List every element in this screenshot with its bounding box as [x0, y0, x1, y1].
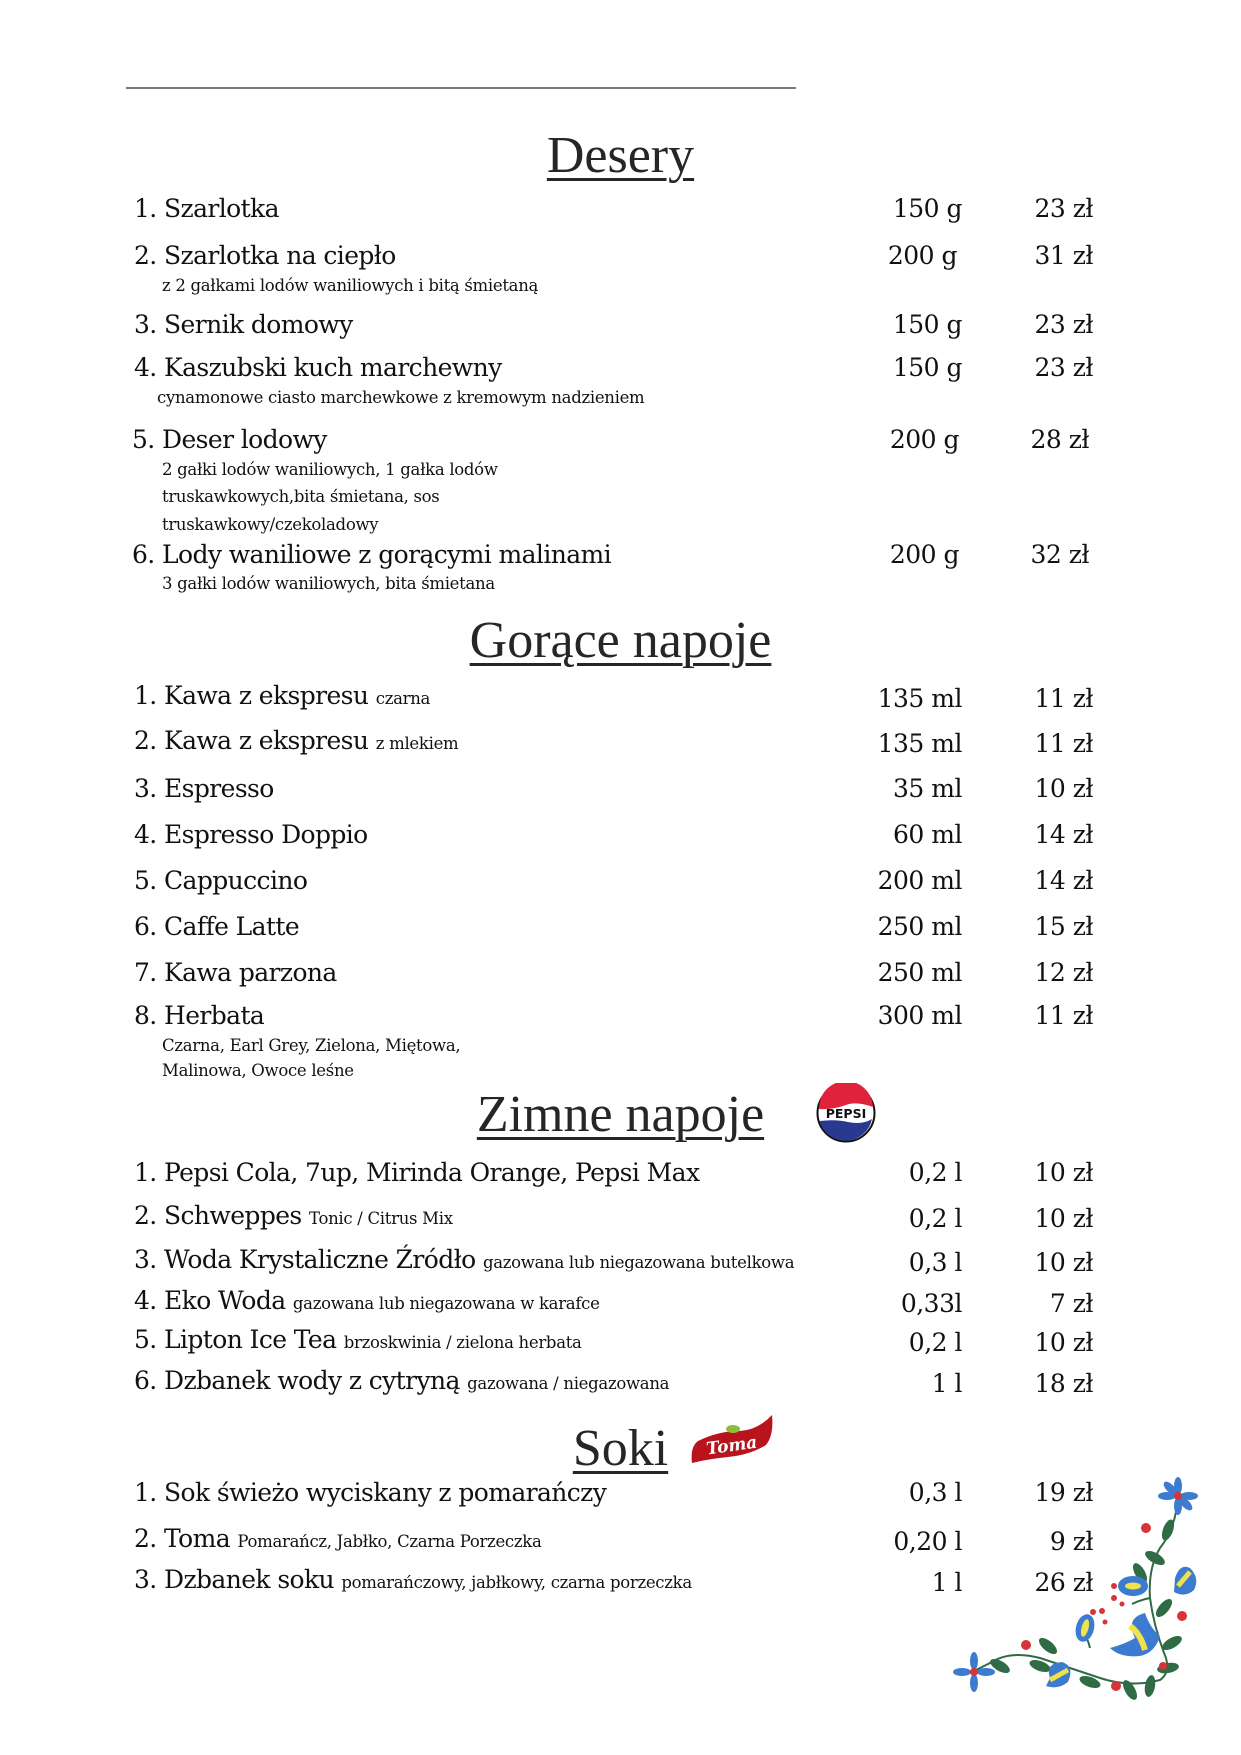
item-quantity: 0,20 l — [893, 1527, 962, 1556]
item-description: cynamonowe ciasto marchewkowe z kremowym nadzieniem — [157, 388, 645, 407]
item-note: Pomarańcz, Jabłko, Czarna Porzeczka — [237, 1532, 542, 1551]
item-note: gazowana lub niegazowana w karafce — [292, 1294, 600, 1313]
item-description: z 2 gałkami lodów waniliowych i bitą śmietaną — [162, 276, 539, 295]
item-price: 23 zł — [1034, 310, 1093, 339]
item-quantity: 200 ml — [877, 866, 962, 895]
menu-item — [0, 954, 1241, 988]
menu-item — [0, 1200, 1241, 1234]
item-note: czarna — [375, 689, 431, 708]
menu-item — [0, 1244, 1241, 1278]
item-quantity: 150 g — [892, 353, 962, 382]
item-price: 14 zł — [1034, 866, 1093, 895]
item-quantity: 135 ml — [877, 729, 962, 758]
item-price: 10 zł — [1034, 774, 1093, 803]
item-description-line: Malinowa, Owoce leśne — [162, 1061, 354, 1080]
item-price: 18 zł — [1034, 1369, 1093, 1398]
item-quantity: 135 ml — [877, 684, 962, 713]
menu-item — [0, 680, 1241, 714]
item-name: 6. Dzbanek wody z cytryną gazowana / niegazowana — [134, 1366, 670, 1395]
menu-item — [0, 237, 1241, 271]
item-price: 11 zł — [1034, 729, 1093, 758]
item-quantity: 0,2 l — [908, 1328, 962, 1357]
menu-item — [0, 536, 1241, 570]
item-quantity: 250 ml — [877, 912, 962, 941]
item-note: Tonic / Citrus Mix — [309, 1209, 453, 1228]
item-price: 28 zł — [1030, 425, 1089, 454]
item-description: 3 gałki lodów waniliowych, bita śmietana — [162, 574, 495, 593]
item-quantity: 1 l — [931, 1369, 962, 1398]
menu-item — [0, 997, 1241, 1031]
item-name: 1. Pepsi Cola, 7up, Mirinda Orange, Pepsi Max — [134, 1158, 700, 1187]
item-name: 5. Deser lodowy — [132, 425, 327, 454]
section-heading-soki: Soki — [572, 1420, 669, 1477]
item-description-line: truskawkowych,bita śmietana, sos — [162, 487, 440, 506]
item-note: brzoskwinia / zielona herbata — [343, 1333, 582, 1352]
item-name: 6. Caffe Latte — [134, 912, 300, 941]
item-note: pomarańczowy, jabłkowy, czarna porzeczka — [341, 1573, 692, 1592]
item-price: 14 zł — [1034, 820, 1093, 849]
menu-item — [0, 1365, 1241, 1399]
item-name: 7. Kawa parzona — [134, 958, 337, 987]
item-price: 23 zł — [1034, 353, 1093, 382]
item-quantity: 60 ml — [893, 820, 962, 849]
item-name: 4. Espresso Doppio — [134, 820, 368, 849]
item-price: 10 zł — [1034, 1328, 1093, 1357]
menu-item — [0, 190, 1241, 224]
item-quantity: 1 l — [931, 1568, 962, 1597]
item-name: 2. Szarlotka na ciepło — [134, 241, 396, 270]
menu-item — [0, 816, 1241, 850]
item-price: 32 zł — [1030, 540, 1089, 569]
item-price: 23 zł — [1034, 194, 1093, 223]
item-quantity: 300 ml — [877, 1001, 962, 1030]
item-name: 1. Szarlotka — [134, 194, 279, 223]
item-quantity: 200 g — [889, 425, 959, 454]
toma-logo — [688, 1411, 774, 1471]
item-description-line: truskawkowy/czekoladowy — [162, 515, 379, 534]
item-price: 7 zł — [1049, 1289, 1093, 1318]
menu-item — [0, 1154, 1241, 1188]
item-price: 12 zł — [1034, 958, 1093, 987]
item-note: gazowana / niegazowana — [467, 1374, 670, 1393]
item-name: 3. Woda Krystaliczne Źródło gazowana lub niegazowana butelkowa — [134, 1245, 795, 1274]
item-price: 10 zł — [1034, 1248, 1093, 1277]
item-quantity: 150 g — [892, 310, 962, 339]
pepsi-logo-text: PEPSI — [825, 1106, 867, 1121]
item-name: 3. Dzbanek soku pomarańczowy, jabłkowy, czarna porzeczka — [134, 1565, 692, 1594]
item-name: 8. Herbata — [134, 1001, 265, 1030]
section-heading-zimne-napoje: Zimne napoje — [476, 1086, 765, 1143]
section-heading-gorace-napoje: Gorące napoje — [469, 612, 772, 669]
menu-item — [0, 1324, 1241, 1358]
item-quantity: 0,2 l — [908, 1204, 962, 1233]
item-quantity: 0,33l — [900, 1289, 962, 1318]
menu-item — [0, 1285, 1241, 1319]
menu-item — [0, 349, 1241, 383]
item-price: 10 zł — [1034, 1158, 1093, 1187]
top-divider — [126, 87, 796, 89]
item-note: z mlekiem — [375, 734, 459, 753]
item-name: 4. Kaszubski kuch marchewny — [134, 353, 502, 382]
item-name: 5. Cappuccino — [134, 866, 308, 895]
item-price: 19 zł — [1034, 1478, 1093, 1507]
item-name: 5. Lipton Ice Tea brzoskwinia / zielona herbata — [134, 1325, 582, 1354]
item-name: 1. Sok świeżo wyciskany z pomarańczy — [134, 1478, 607, 1507]
item-price: 11 zł — [1034, 684, 1093, 713]
item-quantity: 200 g — [889, 540, 959, 569]
item-name: 6. Lody waniliowe z gorącymi malinami — [132, 540, 612, 569]
menu-item — [0, 306, 1241, 340]
item-price: 26 zł — [1034, 1568, 1093, 1597]
item-name: 2. Kawa z ekspresu z mlekiem — [134, 726, 459, 755]
item-quantity: 150 g — [892, 194, 962, 223]
item-quantity: 35 ml — [893, 774, 962, 803]
item-price: 10 zł — [1034, 1204, 1093, 1233]
item-name: 3. Sernik domowy — [134, 310, 353, 339]
menu-item — [0, 862, 1241, 896]
menu-item — [0, 770, 1241, 804]
item-price: 11 zł — [1034, 1001, 1093, 1030]
item-description-line: 2 gałki lodów waniliowych, 1 gałka lodów — [162, 460, 498, 479]
item-name: 2. Schweppes Tonic / Citrus Mix — [134, 1201, 453, 1230]
menu-item — [0, 421, 1241, 455]
menu-item — [0, 725, 1241, 759]
item-quantity: 0,2 l — [908, 1158, 962, 1187]
item-price: 9 zł — [1049, 1527, 1093, 1556]
menu-item — [0, 908, 1241, 942]
item-name: 1. Kawa z ekspresu czarna — [134, 681, 431, 710]
floral-ornament — [950, 1468, 1241, 1708]
item-price: 15 zł — [1034, 912, 1093, 941]
item-note: gazowana lub niegazowana butelkowa — [482, 1253, 795, 1272]
item-name: 3. Espresso — [134, 774, 274, 803]
item-quantity: 0,3 l — [908, 1478, 962, 1507]
item-price: 31 zł — [1034, 241, 1093, 270]
item-quantity: 0,3 l — [908, 1248, 962, 1277]
section-heading-desery: Desery — [546, 127, 695, 184]
item-name: 2. Toma Pomarańcz, Jabłko, Czarna Porzeczka — [134, 1524, 542, 1553]
item-quantity: 200 g — [887, 241, 957, 270]
toma-logo-text: Toma — [705, 1432, 759, 1460]
pepsi-logo — [816, 1083, 876, 1143]
item-quantity: 250 ml — [877, 958, 962, 987]
item-description-line: Czarna, Earl Grey, Zielona, Miętowa, — [162, 1036, 461, 1055]
item-name: 4. Eko Woda gazowana lub niegazowana w karafce — [134, 1286, 600, 1315]
